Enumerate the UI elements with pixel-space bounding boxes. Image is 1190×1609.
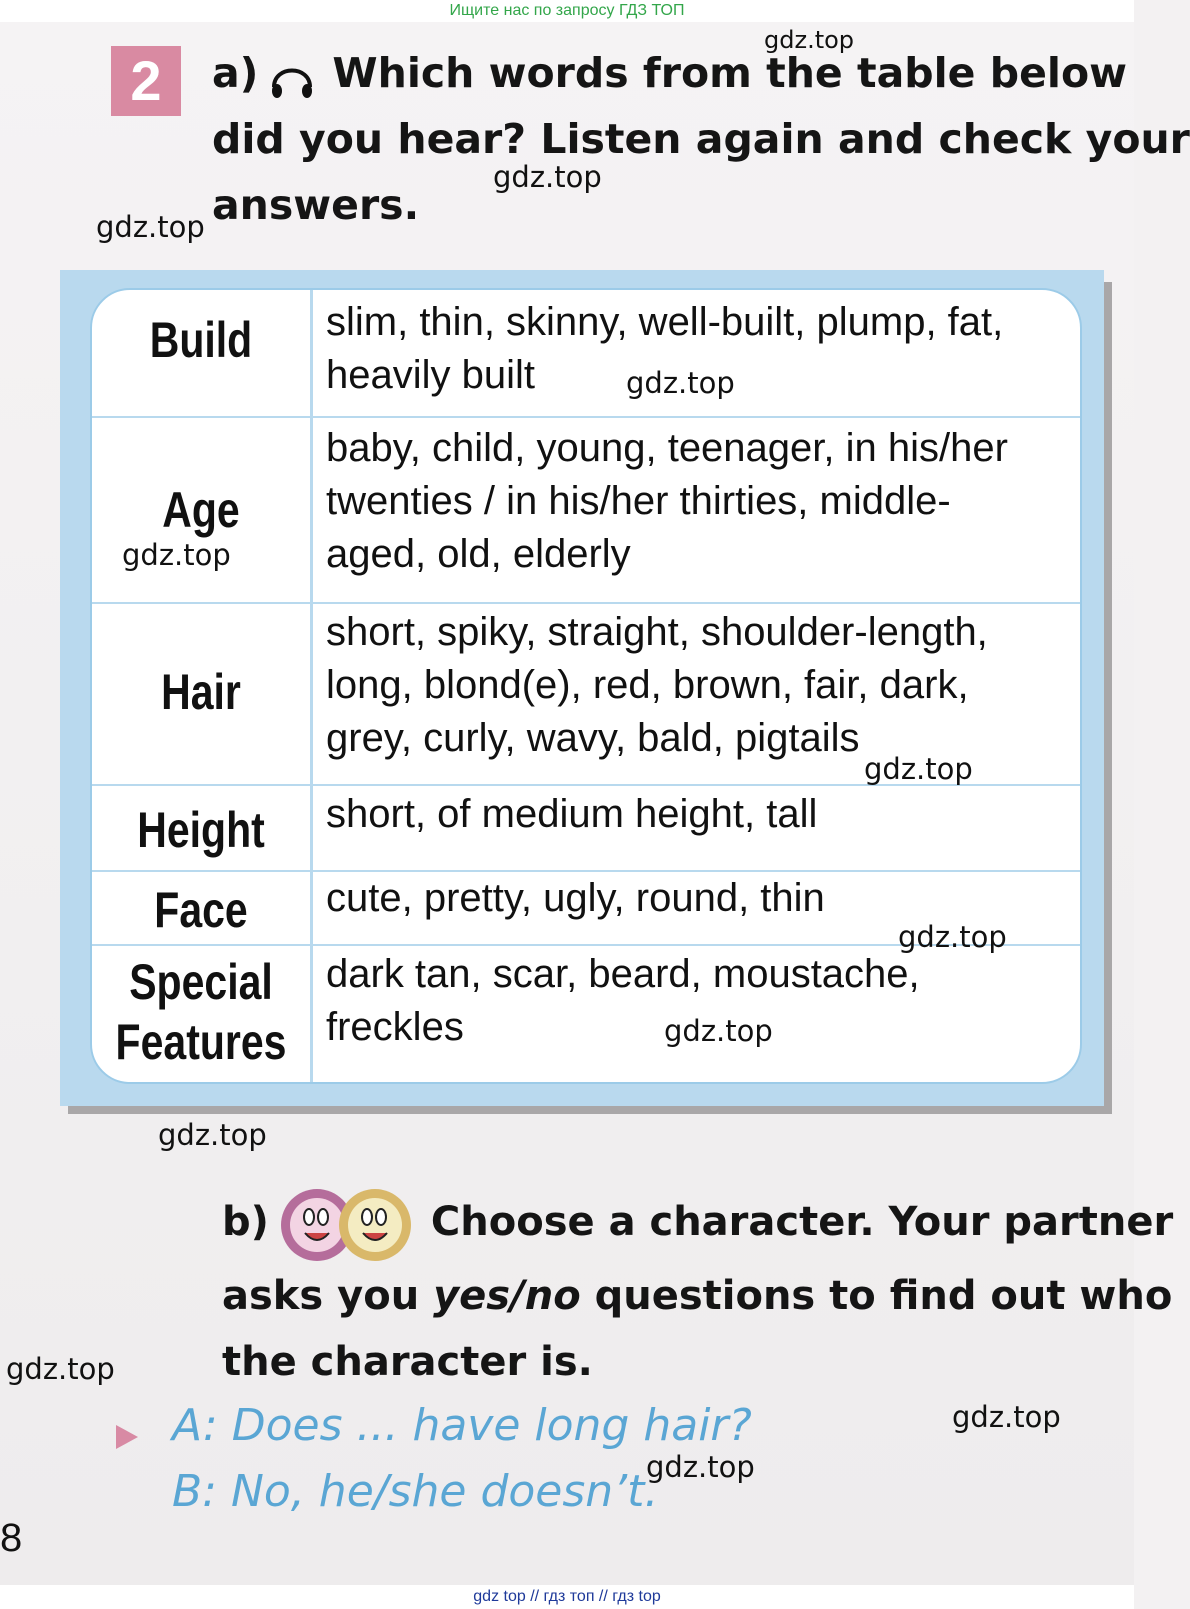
watermark: gdz.top bbox=[646, 1450, 755, 1484]
words-line: baby, child, young, teenager, in his/her bbox=[326, 426, 1008, 470]
words-line: cute, pretty, ugly, round, thin bbox=[326, 876, 825, 920]
words-line: freckles bbox=[326, 1005, 464, 1049]
part-b-text-2-emphasis: yes/no bbox=[433, 1273, 581, 1319]
page-number-fragment: 8 bbox=[0, 1516, 23, 1560]
part-b-line-3: the character is. bbox=[222, 1339, 593, 1385]
play-arrow-icon bbox=[116, 1425, 138, 1449]
vocabulary-table bbox=[90, 288, 1082, 1084]
words-line: slim, thin, skinny, well-built, plump, fat, bbox=[326, 300, 1004, 344]
watermark: gdz.top bbox=[898, 920, 1007, 954]
table-row-age bbox=[92, 418, 1080, 604]
watermark: gdz.top bbox=[764, 26, 855, 54]
category-height: Height bbox=[137, 802, 265, 858]
part-a-label: a) bbox=[212, 49, 259, 97]
headphones-icon bbox=[268, 54, 316, 98]
part-a-line-3: answers. bbox=[212, 181, 420, 229]
words-line: short, of medium height, tall bbox=[326, 792, 818, 836]
bottom-banner: gdz top // гдз топ // гдз top bbox=[0, 1585, 1134, 1609]
words-age bbox=[326, 422, 1046, 581]
part-b-text-1: Choose a character. Your partner bbox=[430, 1199, 1174, 1245]
part-b-label: b) bbox=[222, 1199, 269, 1245]
words-face bbox=[326, 872, 1046, 925]
words-line: long, blond(e), red, brown, fair, dark, bbox=[326, 663, 969, 707]
watermark: gdz.top bbox=[493, 160, 602, 194]
watermark: gdz.top bbox=[122, 538, 231, 572]
watermark: gdz.top bbox=[664, 1014, 773, 1048]
part-a-line-1 bbox=[212, 40, 1128, 106]
words-line: grey, curly, wavy, bald, pigtails bbox=[326, 716, 860, 760]
category-age: Age bbox=[162, 482, 240, 538]
watermark: gdz.top bbox=[626, 366, 735, 400]
words-hair bbox=[326, 606, 1046, 765]
top-banner: Ищите нас по запросу ГДЗ ТОП bbox=[0, 0, 1134, 22]
part-b-text-2a: asks you bbox=[222, 1273, 434, 1319]
words-height bbox=[326, 788, 1046, 841]
part-b-line-1 bbox=[222, 1185, 1174, 1263]
dialogue-line-a: A: Does ... have long hair? bbox=[172, 1400, 752, 1451]
part-b-text-2b: questions to find out who bbox=[580, 1273, 1173, 1319]
part-b-line-2 bbox=[222, 1263, 1173, 1329]
part-a-text-1: Which words from the table below bbox=[332, 49, 1128, 97]
words-line: dark tan, scar, beard, moustache, bbox=[326, 952, 920, 996]
part-a-instructions bbox=[212, 40, 1190, 238]
part-b-instructions bbox=[222, 1199, 1174, 1395]
words-line: heavily built bbox=[326, 353, 536, 397]
watermark: gdz.top bbox=[6, 1352, 115, 1386]
table-row-height bbox=[92, 786, 1080, 872]
watermark: gdz.top bbox=[952, 1400, 1061, 1434]
dialogue-line-b: B: No, he/she doesn’t. bbox=[172, 1466, 659, 1517]
category-build: Build bbox=[149, 312, 253, 368]
pair-work-faces-icon bbox=[279, 1185, 417, 1263]
category-line: Special bbox=[129, 954, 273, 1010]
category-line: Features bbox=[115, 1014, 287, 1070]
watermark: gdz.top bbox=[158, 1118, 267, 1152]
exercise-number-badge: 2 bbox=[111, 46, 181, 116]
words-line: twenties / in his/her thirties, middle- bbox=[326, 479, 951, 523]
table-row-build bbox=[92, 290, 1080, 418]
part-a-line-2: did you hear? Listen again and check your bbox=[212, 115, 1190, 163]
category-face: Face bbox=[154, 882, 248, 938]
watermark: gdz.top bbox=[864, 752, 973, 786]
words-line: aged, old, elderly bbox=[326, 532, 631, 576]
category-special-features bbox=[112, 952, 291, 1072]
words-line: short, spiky, straight, shoulder-length, bbox=[326, 610, 988, 654]
watermark: gdz.top bbox=[96, 210, 205, 244]
table-row-special-features bbox=[92, 946, 1080, 1082]
category-hair: Hair bbox=[161, 664, 241, 720]
